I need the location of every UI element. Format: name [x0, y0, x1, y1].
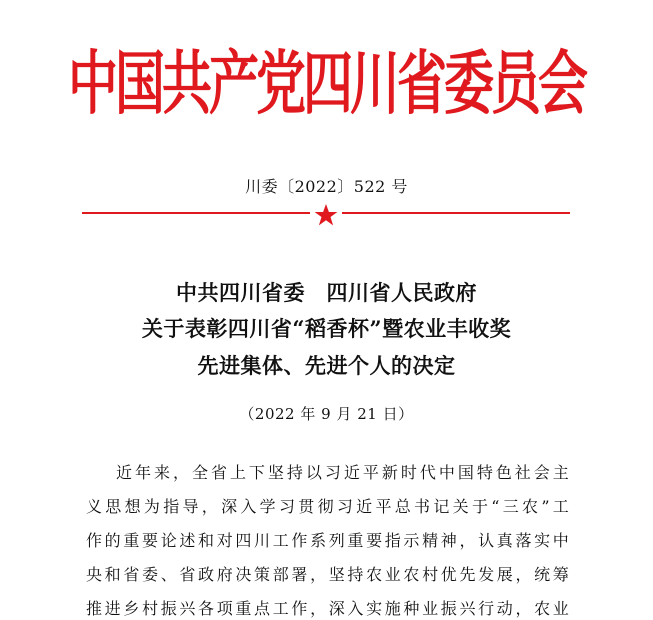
title-line-3: 先进集体、先进个人的决定 [197, 353, 456, 378]
star-icon [314, 203, 338, 227]
masthead-title: 中国共产党四川省委员会 [68, 43, 585, 124]
body-line-1: 近年来，全省上下坚持以习近平新时代中国特色社会主 [116, 463, 570, 482]
red-rule-right [342, 212, 570, 214]
body-line-3: 作的重要论述和对四川工作系列重要指示精神，认真落实中 [86, 531, 570, 550]
document-date: （2022 年 9 月 21 日） [239, 405, 414, 423]
body-line-2: 义思想为指导，深入学习贯彻习近平总书记关于“三农”工 [86, 497, 570, 516]
document-number: 川委〔2022〕522 号 [245, 177, 408, 196]
body-line-5: 推进乡村振兴各项重点工作，深入实施种业振兴行动，农业 [86, 599, 570, 618]
title-line-2: 关于表彰四川省“稻香杯”暨农业丰收奖 [141, 316, 512, 341]
body-line-4: 央和省委、省政府决策部署，坚持农业农村优先发展，统筹 [86, 565, 570, 584]
title-line-1: 中共四川省委 四川省人民政府 [176, 280, 477, 305]
red-rule-left [82, 212, 310, 214]
